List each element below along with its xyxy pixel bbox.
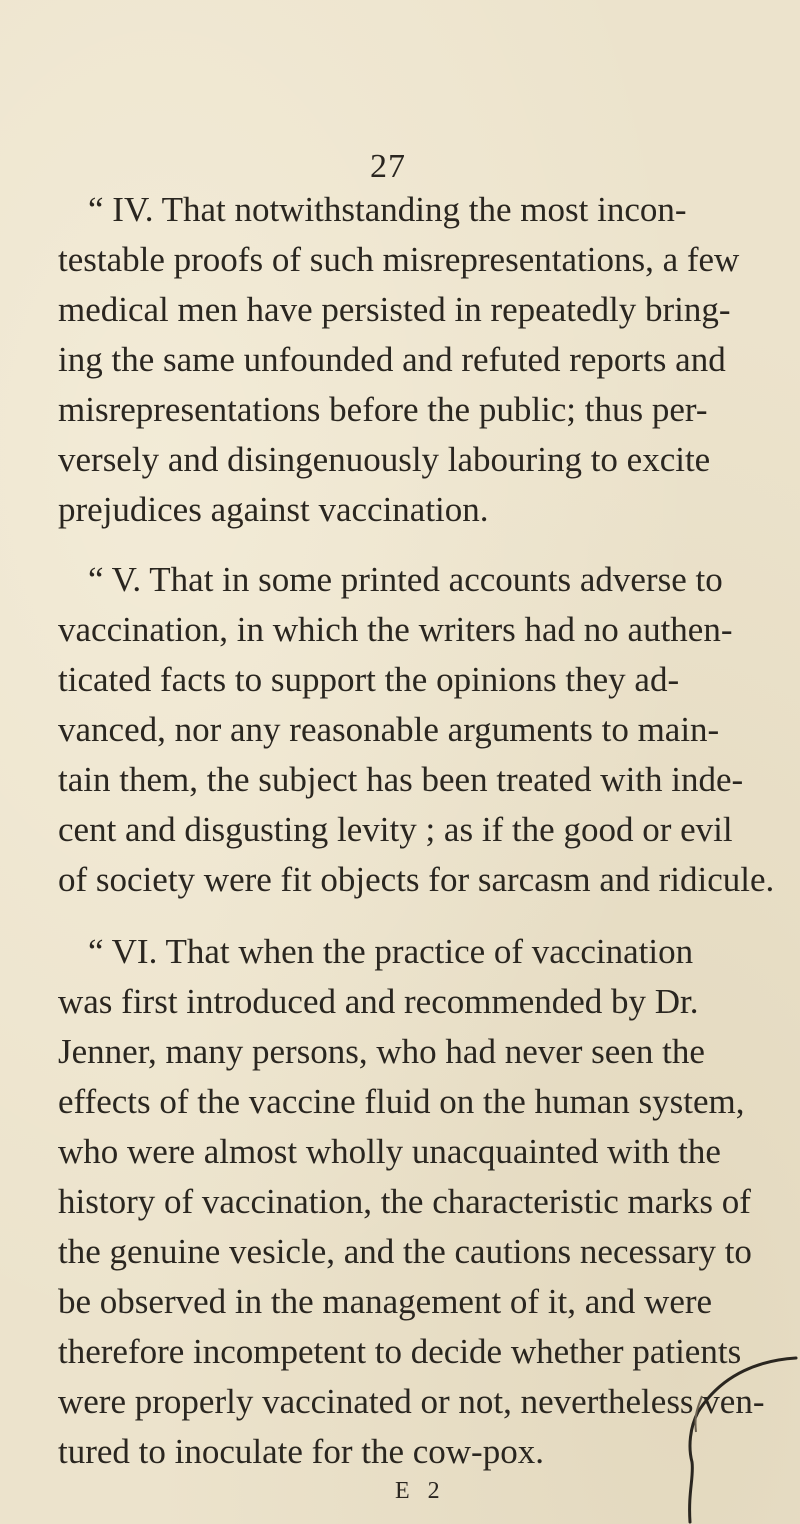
signature-mark: E 2 — [395, 1478, 446, 1504]
text-line: of society were fit objects for sarcasm and ridicule. — [58, 860, 775, 899]
text-line: vanced, nor any reasonable arguments to main- — [58, 710, 720, 749]
text-line: effects of the vaccine fluid on the human system, — [58, 1082, 745, 1121]
text-line: “ VI. That when the practice of vaccination — [88, 932, 694, 971]
text-line: misrepresentations before the public; thus per- — [58, 390, 708, 429]
page-number: 27 — [370, 148, 406, 185]
text-line: tain them, the subject has been treated with inde- — [58, 760, 744, 799]
text-line: ticated facts to support the opinions they ad- — [58, 660, 680, 699]
text-line: be observed in the management of it, and were — [58, 1282, 713, 1321]
text-line: prejudices against vaccination. — [58, 490, 489, 529]
text-line: history of vaccination, the characteristic marks of — [58, 1182, 751, 1221]
text-line: was first introduced and recommended by Dr. — [58, 982, 699, 1021]
text-line: medical men have persisted in repeatedly bring- — [58, 290, 731, 329]
text-line: were properly vaccinated or not, nevertheless ven- — [58, 1382, 765, 1421]
text-line: the genuine vesicle, and the cautions necessary to — [58, 1232, 752, 1271]
torn-corner-mark — [668, 1352, 798, 1524]
text-line: “ V. That in some printed accounts adverse to — [88, 560, 723, 599]
text-line: “ IV. That notwithstanding the most incon- — [88, 190, 687, 229]
text-line: who were almost wholly unacquainted with the — [58, 1132, 721, 1171]
text-line: ing the same unfounded and refuted reports and — [58, 340, 726, 379]
text-line: cent and disgusting levity ; as if the good or evil — [58, 810, 733, 849]
text-line: tured to inoculate for the cow-pox. — [58, 1432, 544, 1471]
text-line: vaccination, in which the writers had no authen- — [58, 610, 733, 649]
text-line: versely and disingenuously labouring to excite — [58, 440, 711, 479]
text-line: Jenner, many persons, who had never seen the — [58, 1032, 705, 1071]
text-line: therefore incompetent to decide whether patients — [58, 1332, 742, 1371]
text-line: testable proofs of such misrepresentations, a few — [58, 240, 740, 279]
